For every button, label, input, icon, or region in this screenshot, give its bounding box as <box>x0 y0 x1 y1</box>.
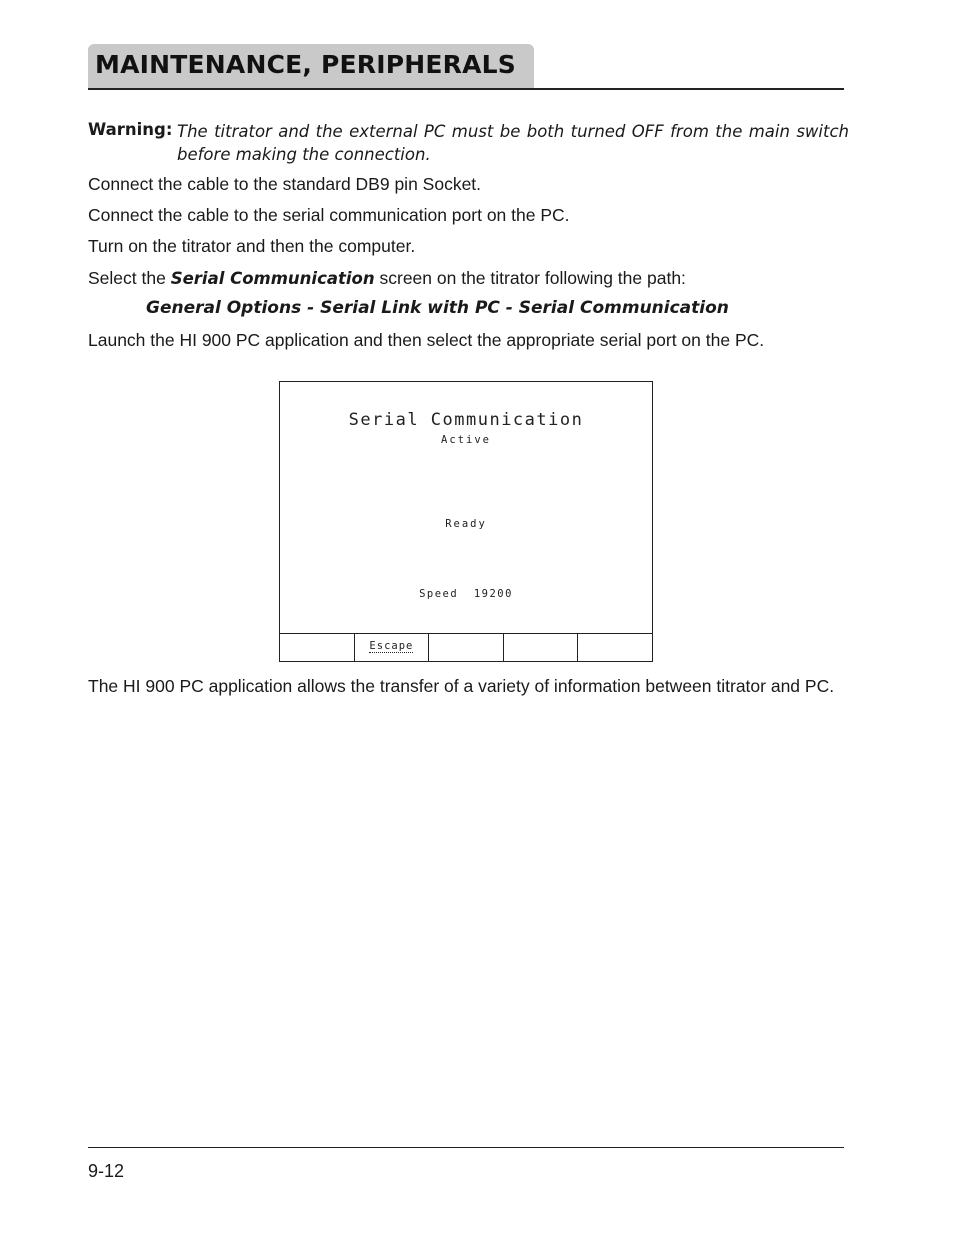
softkey-4[interactable] <box>503 634 578 661</box>
step-connect-db9: Connect the cable to the standard DB9 pin Socket. <box>88 174 482 194</box>
select-instruction <box>88 268 848 289</box>
screen-status: Active <box>441 434 491 446</box>
screen-speed: Speed 19200 <box>419 588 513 600</box>
softkey-5[interactable] <box>577 634 652 661</box>
softkey-bar <box>280 633 652 661</box>
screen-message: Ready <box>445 518 487 530</box>
softkey-3[interactable] <box>428 634 503 661</box>
section-title: MAINTENANCE, PERIPHERALS <box>88 44 534 88</box>
titrator-screen <box>279 381 653 662</box>
page-number: 9-12 <box>88 1161 125 1181</box>
launch-instruction: Launch the HI 900 PC application and then select the appropriate serial port on the PC. <box>88 330 765 350</box>
closing-paragraph: The HI 900 PC application allows the transfer of a variety of information between titrator and PC. <box>88 676 835 696</box>
footer-divider <box>88 1147 844 1148</box>
select-prefix: Select the <box>88 268 171 288</box>
softkey-escape[interactable] <box>354 634 429 661</box>
select-emphasis: Serial Communication <box>170 269 375 288</box>
warning-label: Warning: <box>88 120 173 139</box>
step-connect-pc: Connect the cable to the serial communication port on the PC. <box>88 205 570 225</box>
softkey-escape-label: Escape <box>369 640 414 652</box>
softkey-1[interactable] <box>280 634 354 661</box>
warning-text: The titrator and the external PC must be both turned OFF from the main switch before making the connection. <box>177 122 849 164</box>
screen-title: Serial Communication <box>348 410 584 430</box>
header-divider <box>88 88 844 90</box>
menu-path: General Options - Serial Link with PC - Serial Communication <box>146 298 729 318</box>
select-suffix: screen on the titrator following the path: <box>374 268 686 288</box>
step-power-on: Turn on the titrator and then the computer. <box>88 236 416 256</box>
